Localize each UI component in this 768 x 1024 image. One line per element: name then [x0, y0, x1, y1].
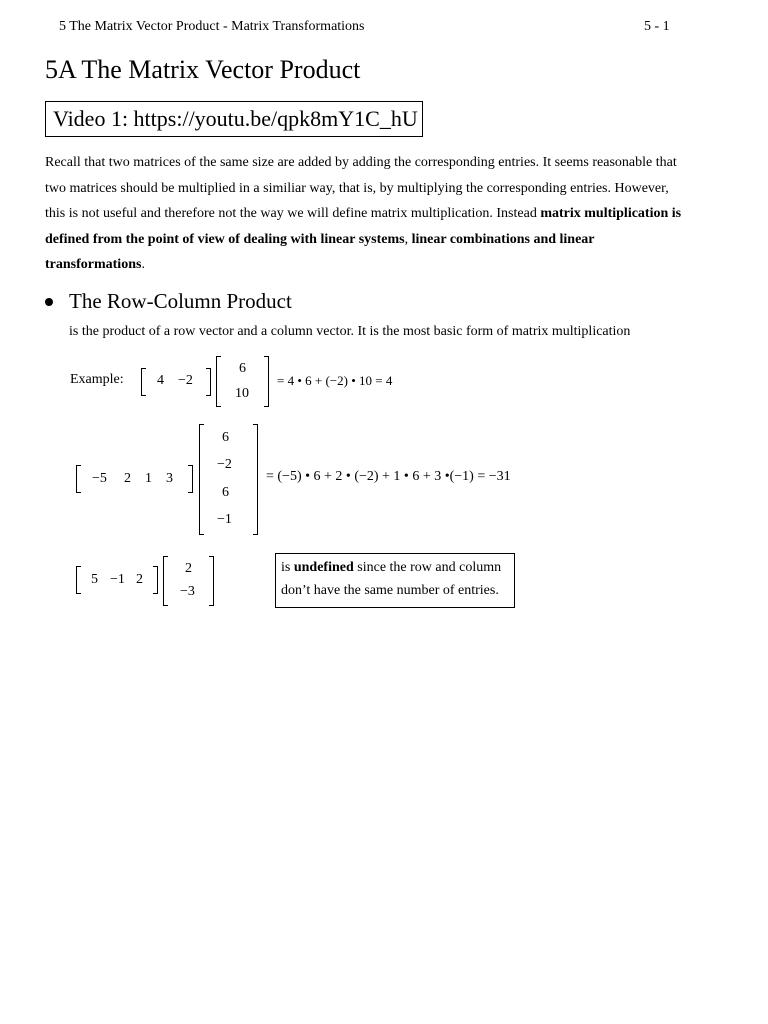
row-entry: 2 — [136, 572, 143, 587]
row-entry: 4 — [157, 373, 164, 388]
video-link[interactable]: Video 1: https://youtu.be/qpk8mY1C_hU — [45, 101, 423, 137]
intro-bold-2: linear combinations and linear transformations — [45, 231, 595, 272]
row-entry: −1 — [110, 572, 125, 587]
col-entry: −2 — [217, 457, 232, 472]
intro-paragraph — [45, 150, 685, 278]
col-bracket-right — [264, 356, 269, 407]
row-entry: 5 — [91, 572, 98, 587]
note-text-post: since the row and column don’t have the same number of entries. — [281, 560, 502, 598]
row-entry: −5 — [92, 471, 107, 486]
note-text-pre: is — [281, 560, 294, 575]
intro-bold-1: matrix multiplication is defined from the point of view of dealing with linear systems — [45, 206, 682, 247]
row-bracket-left — [76, 465, 81, 493]
row-entry: −2 — [178, 373, 193, 388]
col-entry: −3 — [180, 584, 195, 599]
bullet-icon — [45, 298, 53, 306]
example-result: = (−5) • 6 + 2 • (−2) + 1 • 6 + 3 •(−1) = −31 — [266, 469, 511, 484]
undefined-note — [275, 553, 515, 608]
col-entry: 6 — [222, 430, 229, 445]
row-bracket-right — [153, 566, 158, 594]
example-label: Example: — [70, 372, 124, 387]
page-number: 5 - 1 — [644, 19, 670, 34]
col-entry: 2 — [185, 561, 192, 576]
col-bracket-left — [216, 356, 221, 407]
bullet-heading: The Row-Column Product — [69, 289, 292, 313]
row-entry: 1 — [145, 471, 152, 486]
row-entry: 3 — [166, 471, 173, 486]
col-entry: 6 — [239, 361, 246, 376]
row-bracket-left — [76, 566, 81, 594]
col-entry: 10 — [235, 386, 249, 401]
col-bracket-right — [253, 424, 258, 535]
example-result: = 4 • 6 + (−2) • 10 = 4 — [277, 373, 393, 388]
intro-text-2: , — [404, 231, 412, 247]
bullet-description: is the product of a row vector and a column vector. It is the most basic form of matrix multiplication — [69, 324, 631, 339]
section-title: 5A The Matrix Vector Product — [45, 55, 361, 84]
col-bracket-right — [209, 556, 214, 606]
note-bold: undefined — [293, 560, 354, 575]
row-entry: 2 — [124, 471, 131, 486]
row-bracket-right — [206, 368, 211, 396]
running-header-title: 5 The Matrix Vector Product - Matrix Transformations — [59, 19, 365, 34]
col-entry: −1 — [217, 512, 232, 527]
row-bracket-right — [188, 465, 193, 493]
col-entry: 6 — [222, 485, 229, 500]
col-bracket-left — [199, 424, 204, 535]
intro-text-3: . — [141, 257, 145, 272]
intro-text-1: Recall that two matrices of the same size are added by adding the corresponding entries. It seems reasonable that two matrices should be multiplied in a similiar way, that is, by multiplying the corresponding entries. However, this is not useful and therefore not the way we will define matrix multiplication. Instead — [45, 155, 677, 221]
row-bracket-left — [141, 368, 146, 396]
col-bracket-left — [163, 556, 168, 606]
